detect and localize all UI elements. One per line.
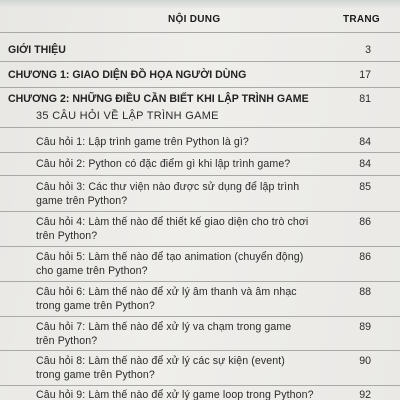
toc-page-number: 17 — [359, 69, 371, 81]
toc-page-number: 84 — [359, 136, 371, 148]
row-divider — [0, 152, 400, 153]
toc-page-number: 90 — [359, 355, 371, 367]
row-divider — [0, 61, 400, 62]
content-column-header: NỘI DUNG — [168, 14, 221, 25]
toc-page-number: 92 — [359, 389, 371, 400]
toc-entry-question-5: Câu hỏi 5: Làm thế nào để tạo animation (chuyển động) cho game trên Python? — [36, 251, 304, 277]
toc-entry-question-6: Câu hỏi 6: Làm thế nào để xử lý âm thanh và âm nhạc trong game trên Python? — [36, 286, 297, 312]
row-divider — [0, 175, 400, 176]
header-divider — [0, 32, 400, 33]
toc-entry-chapter-2: CHƯƠNG 2: NHỮNG ĐIỀU CẦN BIẾT KHI LẬP TRÌNH GAME — [8, 93, 309, 105]
row-divider — [0, 211, 400, 212]
toc-page-number: 86 — [359, 251, 371, 263]
top-edge — [0, 0, 400, 8]
toc-page-number: 84 — [359, 158, 371, 170]
toc-page-number: 85 — [359, 181, 371, 193]
toc-entry-question-9: Câu hỏi 9: Làm thế nào để xử lý game loop trong Python? — [36, 389, 314, 400]
toc-page-number: 88 — [359, 286, 371, 298]
row-divider — [0, 281, 400, 282]
row-divider — [0, 350, 400, 351]
toc-entry-question-2: Câu hỏi 2: Python có đặc điểm gì khi lập trình game? — [36, 158, 291, 170]
toc-entry-question-1: Câu hỏi 1: Lập trình game trên Python là gì? — [36, 136, 249, 148]
toc-entry-question-3: Câu hỏi 3: Các thư viện nào được sử dụng để lập trình game trên Python? — [36, 181, 300, 207]
toc-page-number: 3 — [365, 44, 371, 56]
row-divider — [0, 246, 400, 247]
row-divider — [0, 127, 400, 128]
toc-page-number: 89 — [359, 321, 371, 333]
row-divider — [0, 87, 400, 88]
toc-page-number: 86 — [359, 216, 371, 228]
page-column-header: TRANG — [342, 14, 380, 25]
row-divider — [0, 316, 400, 317]
toc-entry-question-7: Câu hỏi 7: Làm thế nào để xử lý va chạm trong game trên Python? — [36, 321, 292, 347]
toc-page-number: 81 — [359, 93, 371, 105]
row-divider — [0, 385, 400, 386]
toc-entry-question-4: Câu hỏi 4: Làm thế nào để thiết kế giao diện cho trò chơi trên Python? — [36, 216, 309, 242]
toc-section-title: 35 CÂU HỎI VỀ LẬP TRÌNH GAME — [36, 110, 219, 122]
toc-entry-introduction: GIỚI THIỆU — [8, 44, 66, 56]
toc-entry-chapter-1: CHƯƠNG 1: GIAO DIỆN ĐỒ HỌA NGƯỜI DÙNG — [8, 69, 247, 81]
toc-entry-question-8: Câu hỏi 8: Làm thế nào để xử lý các sự kiện (event) trong game trên Python? — [36, 355, 285, 381]
